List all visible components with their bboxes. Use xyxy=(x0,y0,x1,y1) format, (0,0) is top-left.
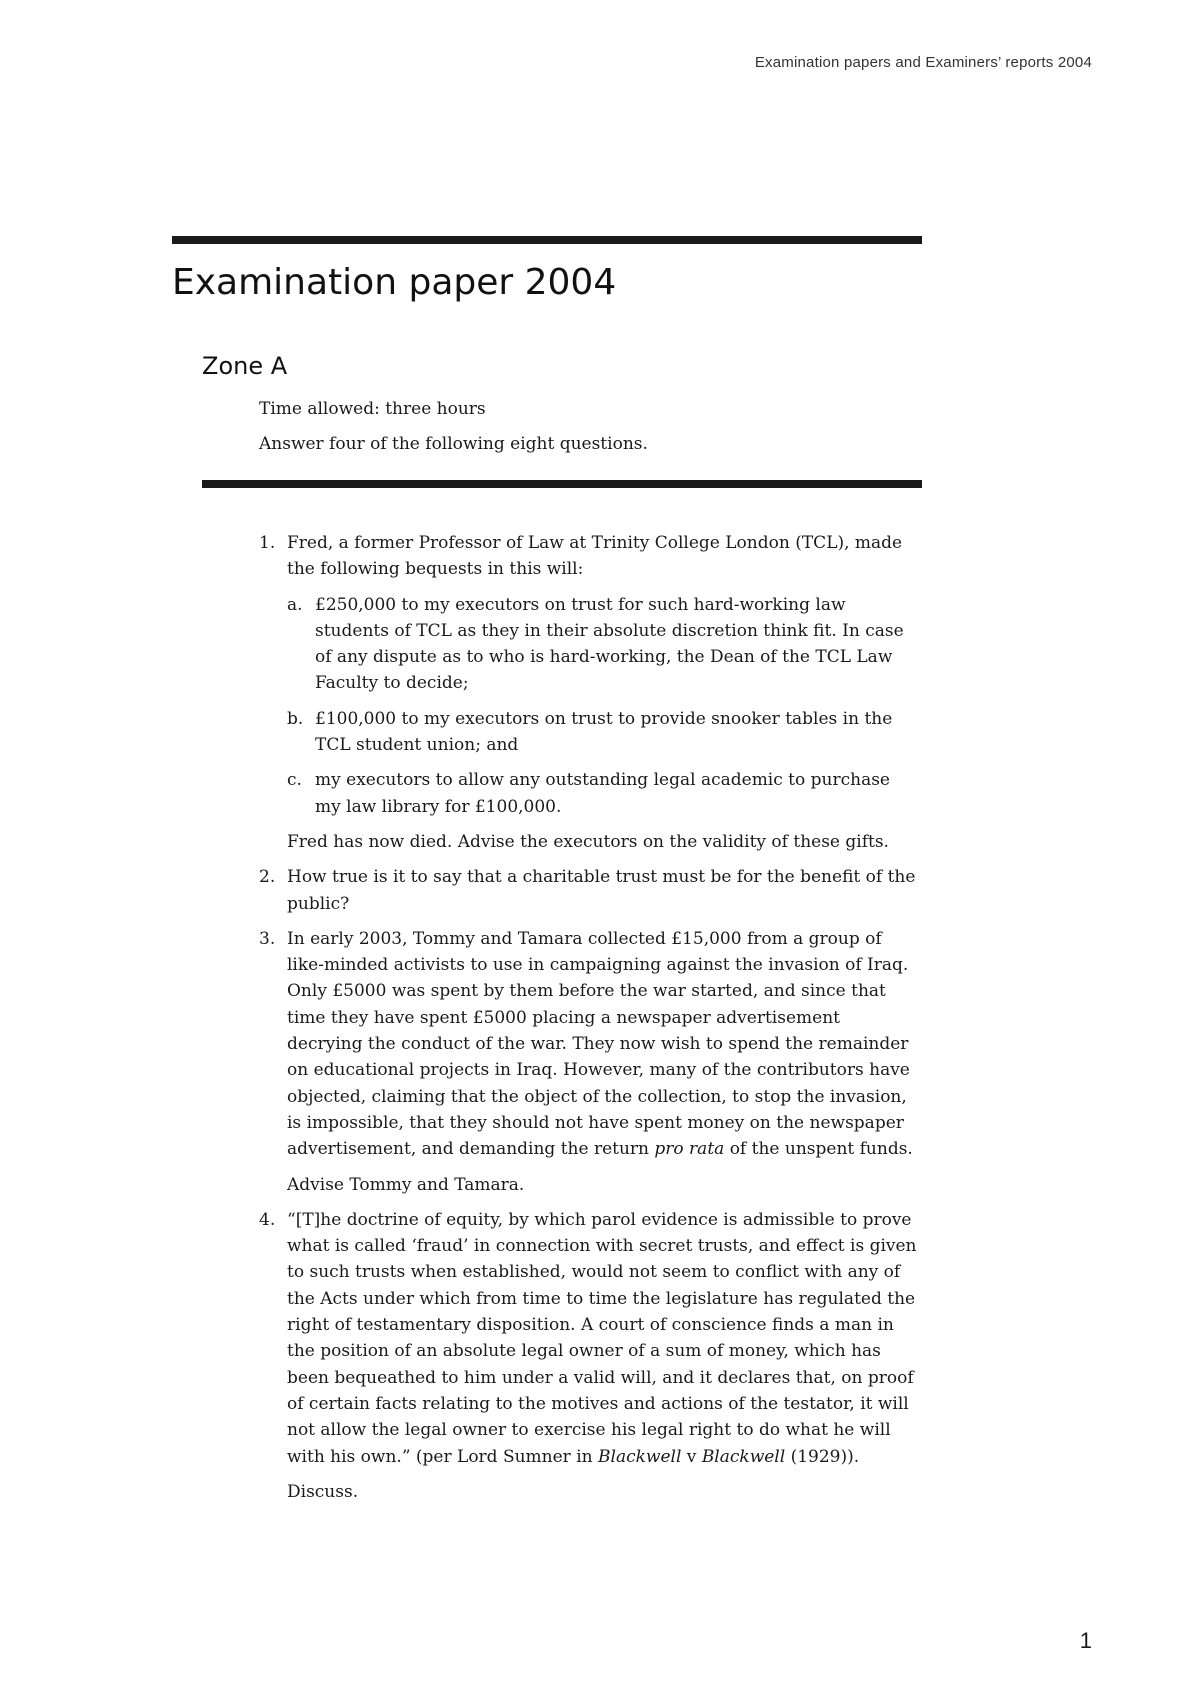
item-letter: a. xyxy=(287,594,303,615)
question-1-item-a xyxy=(287,592,919,697)
question-3-text xyxy=(287,926,919,1163)
case-party: Blackwell xyxy=(598,1446,682,1467)
item-text: £100,000 to my executors on trust to provide snooker tables in the TCL student union; and xyxy=(315,708,893,756)
item-text: my executors to allow any outstanding legal academic to purchase my law library for £100,000. xyxy=(315,770,890,817)
question-number: 3. xyxy=(259,928,276,949)
question-1-item-b xyxy=(287,706,919,759)
question-1-intro: Fred, a former Professor of Law at Trinity College London (TCL), made the following bequests in this will: xyxy=(287,533,903,580)
question-list xyxy=(259,530,919,1514)
question-1-closing: Fred has now died. Advise the executors on the validity of these gifts. xyxy=(287,831,889,852)
question-3 xyxy=(259,926,919,1198)
time-allowed: Time allowed: three hours xyxy=(259,399,486,419)
zone-heading: Zone A xyxy=(202,352,288,380)
case-party: Blackwell xyxy=(701,1446,786,1467)
quote-text: “[T]he doctrine of equity, by which parol evidence is admissible to prove what is called ‘fraud’ in connection with secret trusts, and effect is given to such trusts when established, would not seem to conflict with any of the Acts under which from time to time the legislature has regulated the right of testamentary disposition. A court of conscience finds a man in the position of an absolute legal owner of a sum of money, which has been bequeathed to him under a valid will, and it declares that, on proof of certain facts relating to the motives and actions of the testator, it will not allow the legal owner to exercise his legal right to do what he will with his own.” (per Lord Sumner in xyxy=(287,1209,917,1467)
question-4 xyxy=(259,1207,919,1505)
page-number: 1 xyxy=(1079,1628,1092,1653)
question-3-text-part: In early 2003, Tommy and Tamara collected £15,000 from a group of like-minded activists to use in campaigning against the invasion of Iraq. Only £5000 was spent by them before the war started, and since that time they have spent £5000 placing a newspaper advertisement decrying the conduct of the war. They now wish to spend the remainder on educational projects in Iraq. However, many of the contributors have objected, claiming that the object of the collection, to stop the invasion, is impossible, that they should not have spent money on the newspaper advertisement, and demanding the return xyxy=(287,928,910,1160)
question-2 xyxy=(259,864,919,917)
question-number: 2. xyxy=(259,867,276,888)
question-4-quote xyxy=(287,1207,919,1470)
running-header: Examination papers and Examiners’ reports 2004 xyxy=(754,54,1092,71)
latin-term: pro rata xyxy=(654,1139,725,1160)
bottom-divider xyxy=(202,480,922,488)
question-2-text: How true is it to say that a charitable trust must be for the benefit of the public? xyxy=(287,867,916,914)
item-text: £250,000 to my executors on trust for such hard-working law students of TCL as they in their absolute discretion think fit. In case of any dispute as to who is hard-working, the Dean of the TCL Law Faculty to decide; xyxy=(315,594,904,694)
exam-instructions xyxy=(259,396,648,466)
question-1-item-c xyxy=(287,767,919,820)
question-number: 1. xyxy=(259,533,276,553)
item-letter: b. xyxy=(287,708,304,729)
page-title: Examination paper 2004 xyxy=(172,262,617,303)
question-4-closing: Discuss. xyxy=(287,1481,359,1502)
item-letter: c. xyxy=(287,770,302,791)
answer-instruction: Answer four of the following eight questions. xyxy=(259,434,648,454)
case-citation: (1929)). xyxy=(785,1446,860,1467)
case-versus: v xyxy=(681,1446,702,1467)
question-3-closing: Advise Tommy and Tamara. xyxy=(287,1174,525,1195)
question-3-text-end: of the unspent funds. xyxy=(724,1139,913,1160)
question-number: 4. xyxy=(259,1209,276,1230)
top-divider xyxy=(172,236,922,244)
question-1 xyxy=(259,530,919,855)
